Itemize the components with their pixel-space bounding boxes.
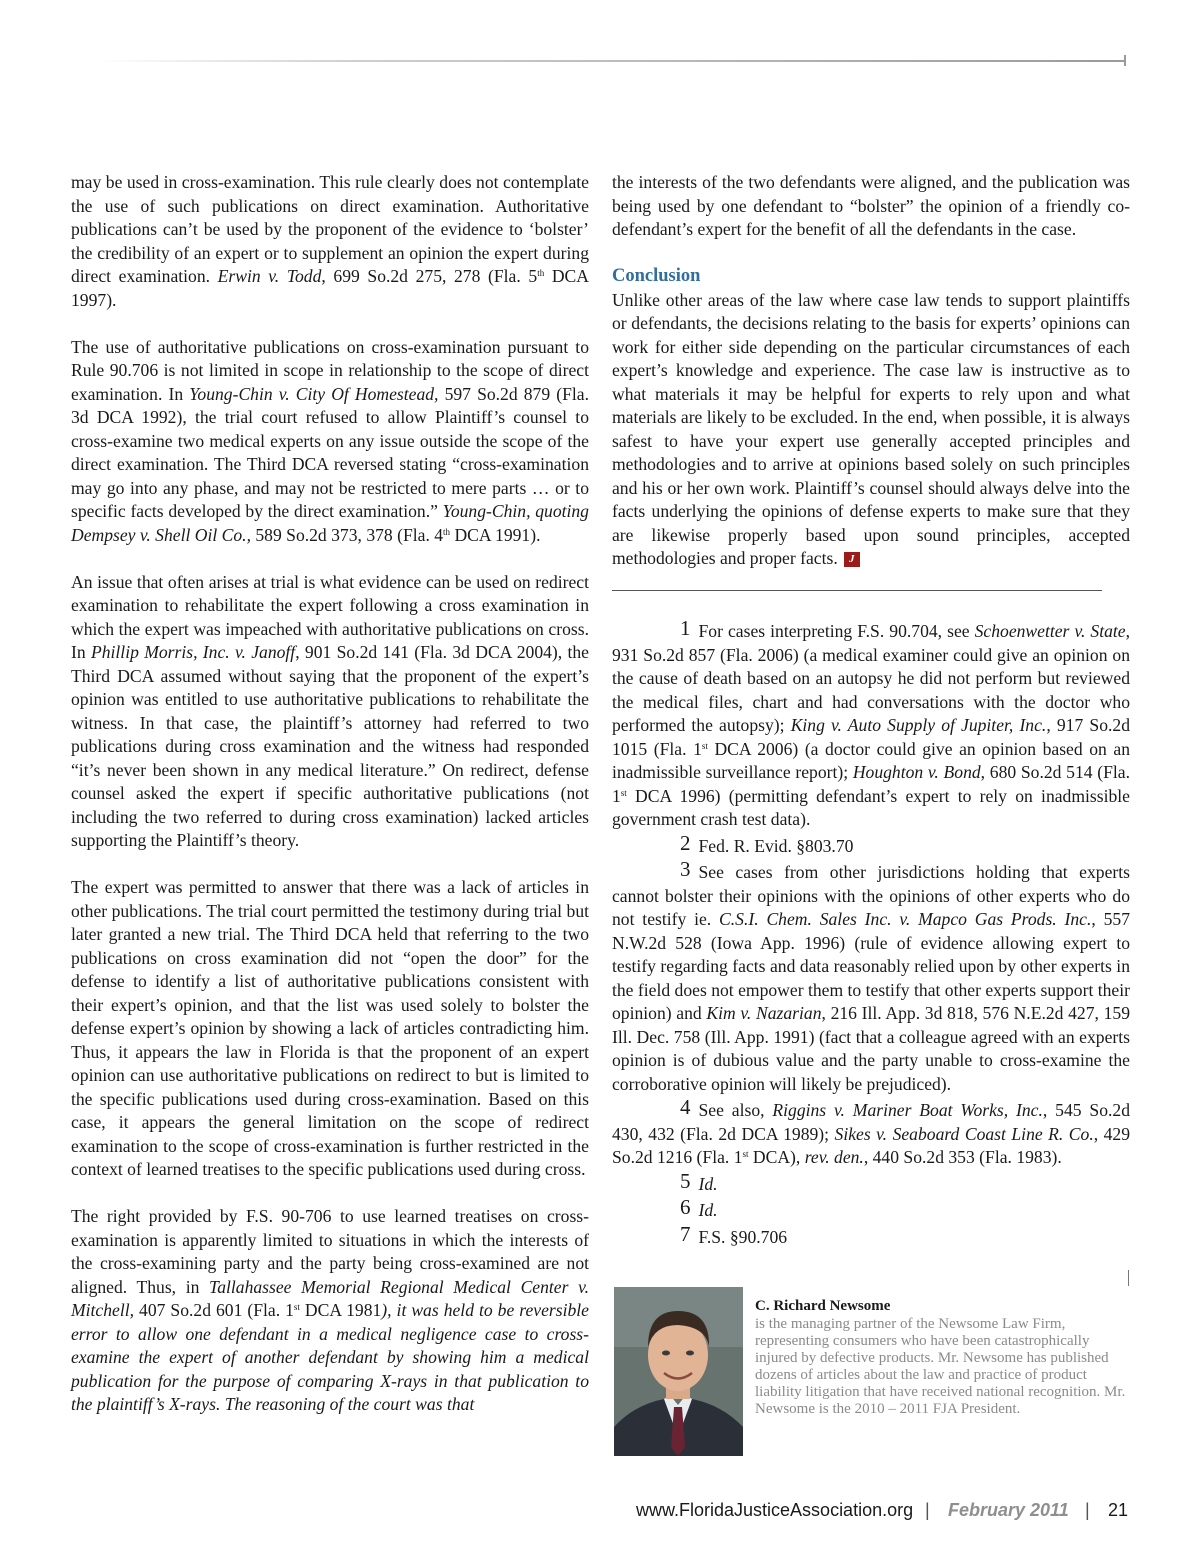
left-paragraph-2: The use of authoritative publications on cross-examination pursuant to Rule 90.706 is not limited in scope in relationship to the scope of direct examination. In Young-Chin v. City Of Homestead, 597 So.2d 879 (Fla. 3d DCA 1992), the trial court refused to allow Plaintiff’s counsel to cross-examine two medical experts on any issue outside the scope of the direct examination. The Third DCA reversed stating “cross-examination may go into any phase, and may not be restricted to mere parts … or to specific facts developed by the direct examination.” Young-Chin, quoting Dempsey v. Shell Oil Co., 589 So.2d 373, 378 (Fla. 4th DCA 1991).: [71, 336, 589, 545]
case-citation: Schoenwetter v. State: [974, 621, 1126, 641]
footnote-2: 2 Fed. R. Evid. §803.70: [680, 830, 854, 856]
case-citation: Tallahassee Memorial Regional Medical Center v. Mitchell,: [71, 1276, 589, 1320]
top-rule: [95, 60, 1125, 62]
author-portrait-icon: [614, 1287, 743, 1456]
footnote-5: 5 Id.: [680, 1168, 718, 1194]
left-column: [71, 171, 589, 1417]
left-paragraph-5: The right provided by F.S. 90-706 to use learned treatises on cross-examination is apparently limited to situations in which the interests of the cross-examining party and the party being cross-examined are not aligned. Thus, in Tallahassee Memorial Regional Medical Center v. Mitchell, 407 So.2d 601 (Fla. 1st DCA 1981), it was held to be reversible error to allow one defendant in a medical negligence case to cross-examine the expert of another defendant by showing him a medical publication for the purpose of comparing X-rays in that publication to the plaintiff’s X-rays. The reasoning of the court was that: [71, 1206, 589, 1414]
footnote-6: 6 Id.: [680, 1195, 718, 1220]
case-citation: Kim v. Nazarian: [706, 1003, 822, 1023]
left-paragraph-3: An issue that often arises at trial is what evidence can be used on redirect examination to rehabilitate the expert following a cross examination in which the expert was impeached with authoritative publications on cross. In Phillip Morris, Inc. v. Janoff, 901 So.2d 141 (Fla. 3d DCA 2004), the Third DCA assumed without saying that the proponent of the expert’s opinion was entitled to use authoritative publications to rehabilitate the witness. In that case, the plaintiff’s attorney had referred to two publications during cross examination and the witness had responded “it’s never been shown in any medical literature.” On redirect, defense counsel asked the expert if specific authoritative publications (not including the two referred to during cross examination) lacked articles supporting the Plaintiff’s theory.: [71, 571, 589, 850]
footnote-7: 7 F.S. §90.706: [680, 1221, 788, 1247]
conclusion-paragraph: Unlike other areas of the law where case law tends to support plaintiffs or defendants, the decisions relating to the basis for experts’ opinions can work for either side depending on the particular circumstances of each expert’s knowledge and experience. The case law is instructive as to what materials it may be helpful for experts to rely upon and what materials are likely to be excluded. In the end, when possible, it is always safest to have your expert use generally accepted principles and methodologies and to arrive at opinions based solely on such principles and his or her own work. Plaintiff’s counsel should always delve into the facts underlying the opinions of defense experts to make sure that they are likewise properly based upon sound principles, accepted methodologies and proper facts. J: [612, 289, 1130, 568]
right-paragraph-1: the interests of the two defendants were aligned, and the publication was being used by one defendant to “bolster” the opinion of a friendly co-defendant’s expert for the benefit of all the defendants in the case.: [612, 172, 1130, 239]
footnote-divider: [612, 590, 1102, 591]
left-paragraph-1: may be used in cross-examination. This rule clearly does not contemplate the use of such publications on direct examination. Authoritative publications can’t be used by the proponent of the evidence to ‘bolster’ the credibility of an expert or to supplement an opinion the expert during direct examination. Erwin v. Todd, 699 So.2d 275, 278 (Fla. 5th DCA 1997).: [71, 172, 589, 310]
case-citation: King v. Auto Supply of Jupiter, Inc.: [790, 715, 1047, 735]
left-paragraph-4: The expert was permitted to answer that there was a lack of articles in other publications. The trial court permitted the testimony during trial but later granted a new trial. The Third DCA held that referring to the two publications on cross examination did not “open the door” for the defense to identify a list of authoritative publications consistent with their expert’s opinion, and that the list was used solely to bolster the defense expert’s opinion by showing a lack of articles contradicting him. Thus, it appears the law in Florida is that the proponent of an expert opinion can use authoritative publications on redirect to but is limited to the specific publications used during cross-examination. Based on this case, it appears the general limitation on the scope of redirect examination to the scope of cross-examination is further restricted in the context of learned treatises to the specific publications used during cross.: [71, 877, 589, 1179]
footnote-1: 1 For cases interpreting F.S. 90.704, see Schoenwetter v. State, 931 So.2d 857 (Fla. 2006) (a medical examiner could give an opinion on the cause of death based on an autopsy he did not perform but reviewed the medical files, chart and had conversations with the doctor who performed the autopsy); King v. Auto Supply of Jupiter, Inc., 917 So.2d 1015 (Fla. 1st DCA 2006) (a doctor could give an opinion based on an inadmissible surveillance report); Houghton v. Bond, 680 So.2d 514 (Fla. 1st DCA 1996) (permitting defendant’s expert to rely on inadmissible government crash test data).: [612, 616, 1131, 829]
case-citation: Phillip Morris, Inc. v. Janoff: [90, 642, 296, 662]
case-citation: Houghton v. Bond: [852, 762, 981, 782]
case-citation: Riggins v. Mariner Boat Works, Inc.: [772, 1100, 1043, 1120]
author-photo: [614, 1287, 743, 1456]
footnote-number: 4: [680, 1095, 691, 1119]
case-citation: Young-Chin v. City Of Homestead,: [189, 383, 439, 404]
footnote-3: 3 See cases from other jurisdictions holding that experts cannot bolster their opinions with the opinions of other experts who do not testify ie. C.S.I. Chem. Sales Inc. v. Mapco Gas Prods. Inc., 557 N.W.2d 528 (Iowa App. 1996) (rule of evidence allowing expert to testify regarding facts and data reasonably relied upon by other experts in the field does not empower them to testify that other experts support their opinion) and Kim v. Nazarian, 216 Ill. App. 3d 818, 576 N.E.2d 427, 159 Ill. Dec. 758 (Ill. App. 1991) (fact that a colleague agreed with an experts opinion is of dubious value and the party unable to cross-examine the corroborative opinion will likely be prejudiced).: [612, 857, 1131, 1094]
footer-url[interactable]: www.FloridaJusticeAssociation.org: [636, 1500, 914, 1520]
page-footer: [0, 1498, 1200, 1528]
right-column: [612, 171, 1130, 571]
footnote-4: 4 See also, Riggins v. Mariner Boat Works, Inc., 545 So.2d 430, 432 (Fla. 2d DCA 1989); Sikes v. Seaboard Coast Line R. Co., 429 So.2d 1216 (Fla. 1st DCA), rev. den., 440 So.2d 353 (Fla. 1983).: [612, 1095, 1130, 1167]
footnote-number: 1: [680, 616, 691, 640]
case-citation: C.S.I. Chem. Sales Inc. v. Mapco Gas Prods. Inc.: [719, 909, 1092, 929]
footnote-number: 3: [680, 857, 691, 881]
author-name: C. Richard Newsome: [755, 1298, 891, 1314]
case-citation: Young-Chin, quoting Dempsey v. Shell Oil Co.,: [71, 501, 589, 545]
footnote-number: 7: [680, 1221, 691, 1246]
footnote-number: 6: [680, 1195, 691, 1219]
top-rule-cap: [1124, 55, 1126, 66]
page-number: 21: [1108, 1500, 1129, 1520]
footer-separator: |: [925, 1500, 930, 1520]
footnote-number: 2: [680, 830, 691, 855]
end-mark-icon: J: [844, 552, 860, 567]
case-citation: Erwin v. Todd: [217, 266, 322, 286]
footer-separator: |: [1085, 1500, 1090, 1520]
author-bio: is the managing partner of the Newsome Law Firm, representing consumers who have been catastrophically injured by defective products. Mr. Newsome has published dozens of articles about the law and practice of product liability litigation that have received national recognition. Mr. Newsome is the 2010 – 2011 FJA President.: [755, 1316, 1126, 1417]
footnotes: [612, 617, 1130, 1249]
bio-frame-corner: [1128, 1270, 1129, 1286]
footnote-number: 5: [680, 1168, 691, 1193]
section-heading-conclusion: Conclusion: [612, 266, 701, 286]
case-citation: Sikes v. Seaboard Coast Line R. Co.: [834, 1123, 1094, 1144]
footer-date: February 2011: [948, 1500, 1069, 1520]
